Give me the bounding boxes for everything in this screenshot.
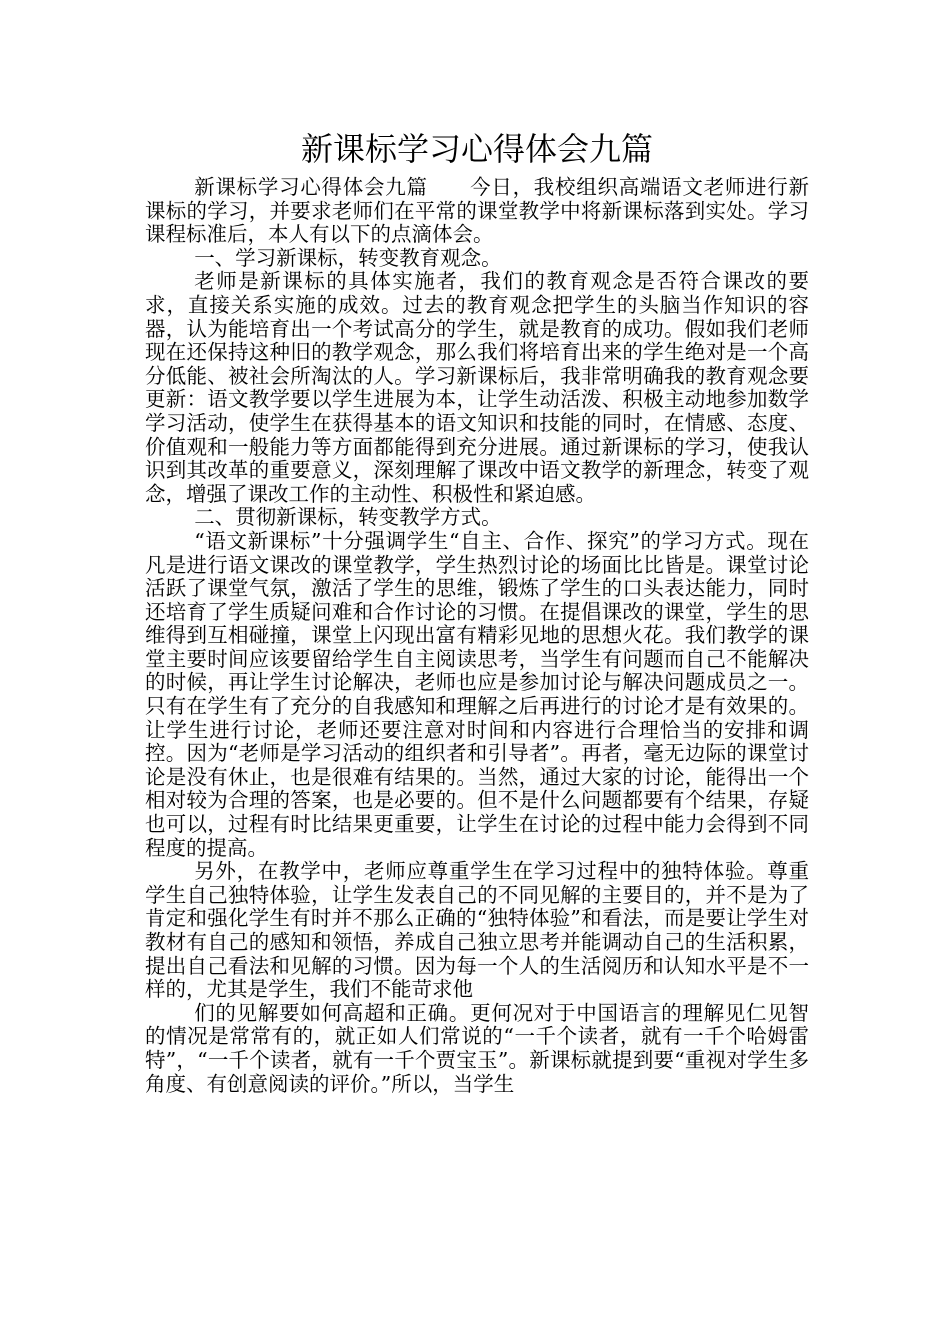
paragraph-section-1: 老师是新课标的具体实施者，我们的教育观念是否符合课改的要求，直接关系实施的成效。过去的教育观念把学生的头脑当作知识的容器，认为能培育出一个考试高分的学生，就是教育的成功。假如我们老师现在还保持这种旧的教学观念，那么我们将培育出来的学生绝对是一个高分低能、被社会所淘汰的人。学习新课标后，我非常明确我的教育观念要更新：语文教学要以学生进展为本，让学生动活泼、积极主动地参加数学学习活动，使学生在获得基本的语文知识和技能的同时，在情感、态度、价值观和一般能力等方面都能得到充分进展。通过新课标的学习，使我认识到其改革的重要意义，深刻理解了课改中语文教学的新理念，转变了观念，增强了课改工作的主动性、积极性和紧迫感。 — [145, 269, 809, 506]
document-title: 新课标学习心得体会九篇 — [300, 130, 653, 168]
paragraph-section-2: “语文新课标”十分强调学生“自主、合作、探究”的学习方式。现在凡是进行语文课改的课堂教学，学生热烈讨论的场面比比皆是。课堂讨论活跃了课堂气氛，激活了学生的思维，锻炼了学生的口头表达能力，同时还培育了学生质疑问难和合作讨论的习惯。在提倡课改的课堂，学生的思维得到互相碰撞，课堂上闪现出富有精彩见地的思想火花。我们教学的课堂主要时间应该要留给学生自主阅读思考，当学生有问题而自己不能解决的时候，再让学生讨论解决，老师也应是参加讨论与解决问题成员之一。只有在学生有了充分的自我感知和理解之后再进行的讨论才是有效果的。让学生进行讨论，老师还要注意对时间和内容进行合理恰当的安排和调控。因为“老师是学习活动的组织者和引导者”。再者，毫无边际的课堂讨论是没有休止，也是很难有结果的。当然，通过大家的讨论，能得出一个相对较为合理的答案，也是必要的。但不是什么问题都要有个结果，存疑也可以，过程有时比结果更重要，让学生在讨论的过程中能力会得到不同程度的提高。 — [145, 528, 809, 860]
paragraph-section-2-continued: 另外，在教学中，老师应尊重学生在学习过程中的独特体验。尊重学生自己独特体验，让学生发表自己的不同见解的主要目的，并不是为了肯定和强化学生有时并不那么正确的“独特体验”和看法，而是要让学生对教材有自己的感知和领悟，养成自己独立思考并能调动自己的生活积累，提出自己看法和见解的习惯。因为每一个人的生活阅历和认知水平是不一样的，尤其是学生，我们不能苛求他 — [145, 859, 809, 1002]
section-heading-2: 二、贯彻新课标，转变教学方式。 — [194, 505, 502, 530]
paragraph-section-2-tail: 们的见解要如何高超和正确。更何况对于中国语言的理解见仁见智的情况是常常有的，就正如人们常说的“一千个读者，就有一千个哈姆雷特”，“一千个读者，就有一千个贾宝玉”。新课标就提到要“重视对学生多角度、有创意阅读的评价。”所以，当学生 — [145, 1000, 809, 1096]
document-page — [145, 126, 809, 1096]
section-heading-1: 一、学习新课标，转变教育观念。 — [194, 245, 502, 270]
paragraph-intro: 新课标学习心得体会九篇 今日，我校组织高端语文老师进行新课标的学习，并要求老师们在平常的课堂教学中将新课标落到实处。学习课程标准后，本人有以下的点滴体会。 — [145, 175, 809, 247]
